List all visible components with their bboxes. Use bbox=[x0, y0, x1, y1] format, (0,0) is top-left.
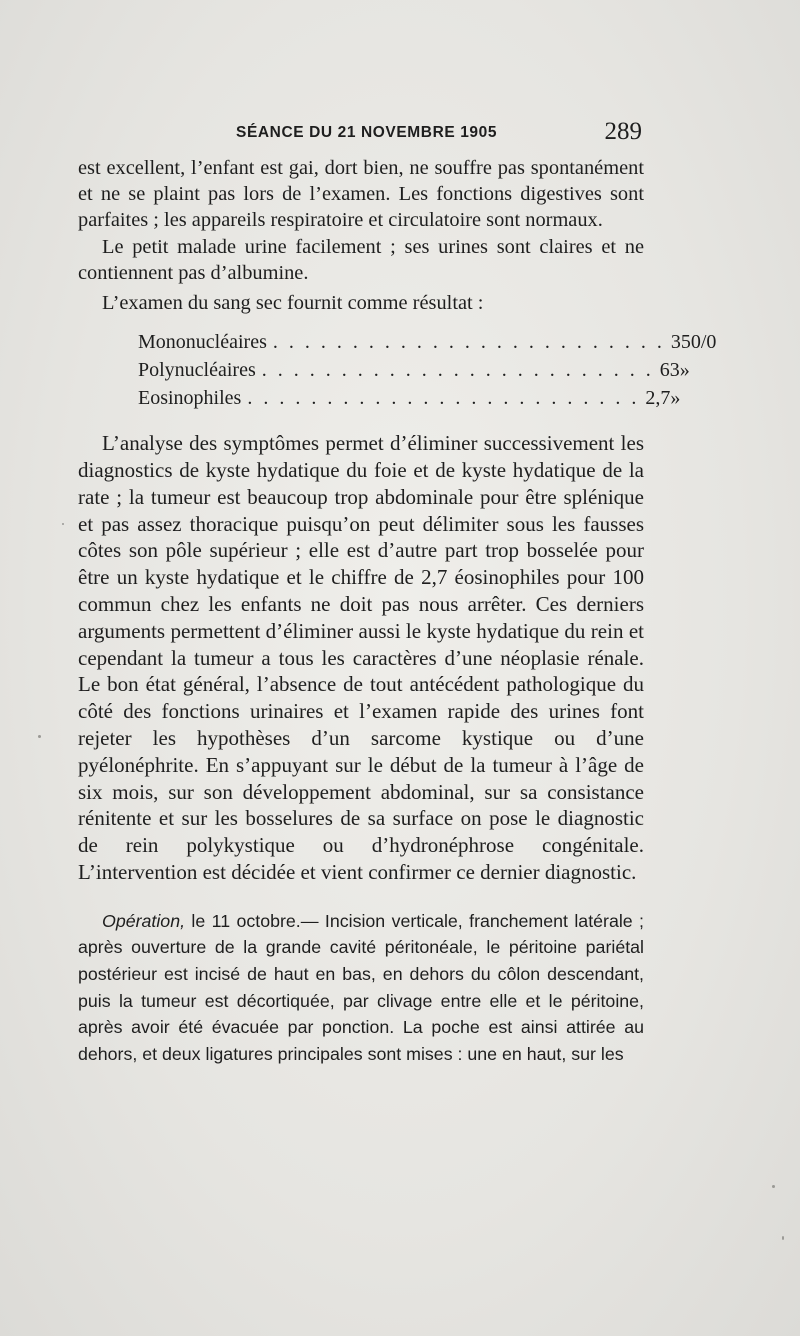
paper-speck bbox=[62, 523, 64, 525]
paragraph-blood-intro: L’examen du sang sec fournit comme résultat : bbox=[102, 292, 484, 315]
cell-label: Polynucléaires bbox=[138, 359, 256, 382]
running-title: SÉANCE DU 21 NOVEMBRE 1905 bbox=[236, 124, 498, 141]
paper-speck bbox=[38, 735, 41, 738]
dot-leader: . . . . . . . . . . . . . . . . . . . . . . . . . bbox=[261, 359, 654, 382]
paragraph-urine: Le petit malade urine facilement ; ses urines sont claires et ne contiennent pas d’albumine. bbox=[78, 235, 644, 284]
cell-unit: » bbox=[679, 359, 690, 382]
cell-value: 63 bbox=[659, 359, 680, 382]
table-row bbox=[138, 356, 690, 384]
page-number: 289 bbox=[604, 118, 642, 145]
table-row bbox=[138, 328, 717, 356]
page-header bbox=[76, 118, 642, 148]
dot-leader: . . . . . . . . . . . . . . . . . . . . . . . . . bbox=[247, 387, 640, 410]
cell-label: Mononucléaires bbox=[138, 331, 267, 354]
page-body bbox=[78, 155, 717, 1067]
blood-count-table bbox=[138, 328, 717, 412]
paper-speck bbox=[772, 1185, 775, 1188]
paragraph-analysis: L’analyse des symptômes permet d’éliminer successivement les diagnostics de kyste hydatique du foie et de kyste hydatique de la rate ; la tumeur est beaucoup trop abdominale pour être splénique et pas assez thoracique puisqu’on peut délimiter sous les fausses côtes son pôle supérieur ; elle est d’autre part trop bosselée pour être un kyste hydatique et le chiffre de 2,7 éosinophiles pour 100 commun chez les enfants ne doit pas nous arrêter. Ces derniers arguments permettent d’éliminer aussi le kyste hydatique du rein et cependant la tumeur a tous les caractères d’une néoplasie rénale. Le bon état général, l’absence de tout antécédent pathologique du côté des fonctions urinaires et l’examen rapide des urines font rejeter les hypothèses d’un sarcome kystique ou d’une pyélonéphrite. En s’appuyant sur le début de la tumeur à l’âge de six mois, sur son développement abdominal, sur sa consistance rénitente et sur les bosselures de sa surface on pose le diagnostic de rein polykystique ou d’hydronéphrose congénitale. L’intervention est décidée et vient confirmer ce dernier diagnostic. bbox=[78, 431, 644, 884]
dot-leader: . . . . . . . . . . . . . . . . . . . . . . . . . bbox=[272, 331, 665, 354]
paragraph-operation bbox=[78, 908, 644, 1068]
table-row bbox=[138, 384, 681, 412]
cell-label: Eosinophiles bbox=[138, 387, 242, 410]
paper-speck bbox=[782, 1236, 784, 1240]
cell-unit: » bbox=[670, 387, 681, 410]
paragraph-clinical-state: est excellent, l’enfant est gai, dort bien, ne souffre pas spontanément et ne se plaint pas lors de l’examen. Les fonctions digestives sont parfaites ; les appareils respiratoire et circulatoire sont normaux. bbox=[78, 157, 644, 232]
cell-unit: 0/0 bbox=[690, 331, 717, 354]
operation-text: le 11 octobre.— Incision verticale, franchement latérale ; après ouverture de la grande cavité péritonéale, le péritoine pariétal postérieur est incisé de haut en bas, en dehors du côlon descendant, puis la tumeur est décortiquée, par clivage entre elle et le péritoine, après avoir été évacuée par ponction. La poche est ainsi attirée au dehors, et deux ligatures principales sont mises : une en haut, sur les bbox=[78, 910, 644, 1064]
cell-value: 35 bbox=[670, 331, 691, 354]
cell-value: 2,7 bbox=[645, 387, 671, 410]
operation-title: Opération, bbox=[102, 910, 186, 931]
